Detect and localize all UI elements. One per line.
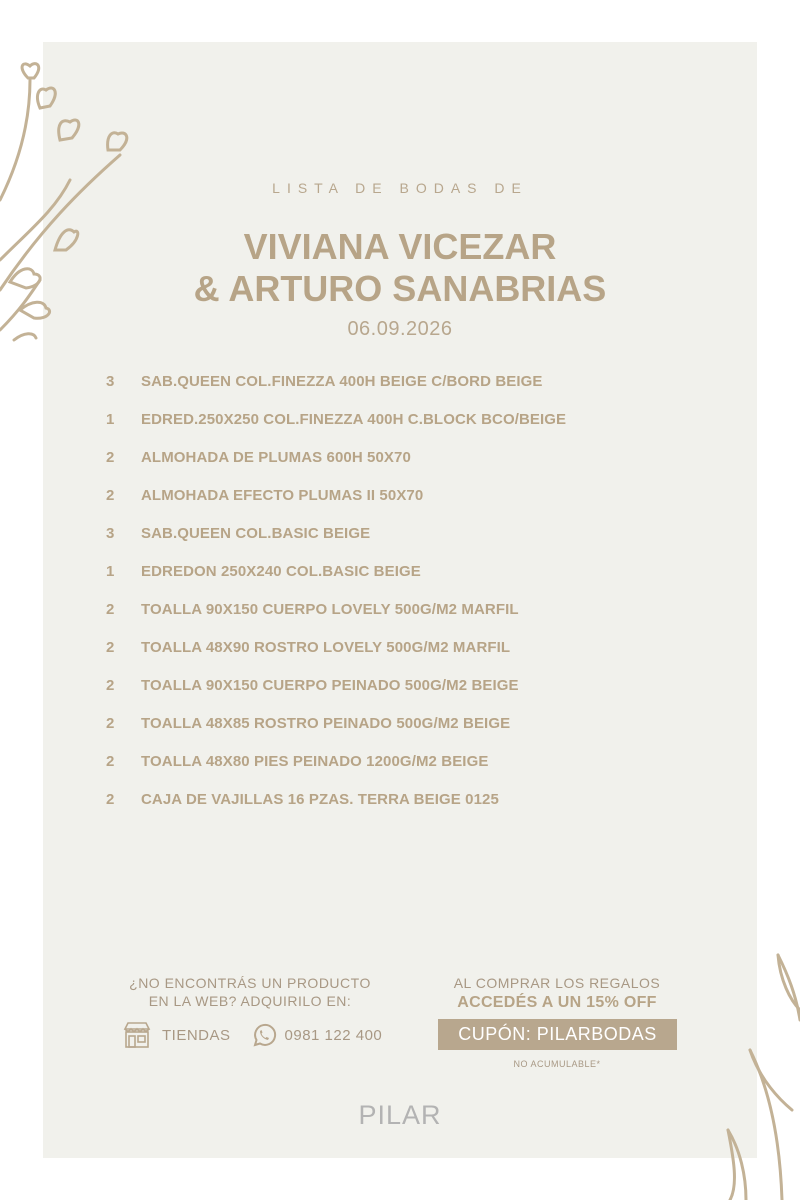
list-item [100, 780, 720, 818]
item-description: TOALLA 48X90 ROSTRO LOVELY 500G/M2 MARFIL [141, 638, 511, 656]
list-item [100, 400, 720, 438]
list-item [100, 552, 720, 590]
stores-link[interactable]: TIENDAS [162, 1026, 231, 1044]
item-quantity: 2 [106, 752, 115, 770]
brand-logo: PILAR [358, 1100, 442, 1130]
list-item [100, 666, 720, 704]
item-description: ALMOHADA EFECTO PLUMAS II 50X70 [141, 486, 424, 504]
item-description: EDRED.250X250 COL.FINEZZA 400H C.BLOCK BCO/BEIGE [141, 410, 567, 428]
list-item [100, 438, 720, 476]
list-item [100, 362, 720, 400]
item-quantity: 2 [106, 638, 115, 656]
item-description: EDREDON 250X240 COL.BASIC BEIGE [141, 562, 421, 580]
wedding-date: 06.09.2026 [347, 318, 453, 340]
promo-line-2: ACCEDÉS A UN 15% OFF [457, 994, 657, 1011]
branch-decoration-icon [0, 60, 140, 360]
item-description: TOALLA 48X85 ROSTRO PEINADO 500G/M2 BEIGE [141, 714, 511, 732]
item-quantity: 2 [106, 676, 115, 694]
names-line-1: VIVIANA VICEZAR [243, 226, 557, 267]
item-description: SAB.QUEEN COL.FINEZZA 400H BEIGE C/BORD BEIGE [141, 372, 543, 390]
item-quantity: 1 [106, 562, 115, 580]
not-found-line-1: ¿NO ENCONTRÁS UN PRODUCTO [129, 975, 371, 991]
couple-names [0, 226, 800, 310]
list-item [100, 628, 720, 666]
contact-row [122, 1019, 382, 1051]
leaf-decoration-icon [700, 950, 800, 1200]
list-item [100, 514, 720, 552]
item-quantity: 2 [106, 790, 115, 808]
whatsapp-phone[interactable]: 0981 122 400 [284, 1026, 383, 1044]
item-description: TOALLA 48X80 PIES PEINADO 1200G/M2 BEIGE [141, 752, 489, 770]
list-item [100, 704, 720, 742]
list-kicker: LISTA DE BODAS DE [272, 180, 528, 196]
item-description: TOALLA 90X150 CUERPO LOVELY 500G/M2 MARFIL [141, 600, 519, 618]
list-item [100, 476, 720, 514]
item-quantity: 3 [106, 524, 115, 542]
item-quantity: 3 [106, 372, 115, 390]
whatsapp-icon [251, 1022, 277, 1048]
item-quantity: 2 [106, 486, 115, 504]
list-item [100, 590, 720, 628]
list-item [100, 742, 720, 780]
item-description: CAJA DE VAJILLAS 16 PZAS. TERRA BEIGE 0125 [141, 790, 499, 808]
item-description: TOALLA 90X150 CUERPO PEINADO 500G/M2 BEIGE [141, 676, 519, 694]
item-description: SAB.QUEEN COL.BASIC BEIGE [141, 524, 371, 542]
item-quantity: 2 [106, 600, 115, 618]
store-icon [122, 1021, 152, 1049]
item-quantity: 1 [106, 410, 115, 428]
not-found-note [110, 974, 390, 1010]
promo-line-1: AL COMPRAR LOS REGALOS [453, 975, 661, 991]
gift-list [100, 362, 720, 818]
names-line-2: & ARTURO SANABRIAS [193, 268, 607, 309]
item-quantity: 2 [106, 714, 115, 732]
not-found-line-2: EN LA WEB? ADQUIRILO EN: [148, 993, 352, 1009]
item-quantity: 2 [106, 448, 115, 466]
disclaimer: NO ACUMULABLE* [513, 1059, 601, 1069]
coupon-badge: CUPÓN: PILARBODAS [438, 1019, 677, 1050]
item-description: ALMOHADA DE PLUMAS 600H 50X70 [141, 448, 411, 466]
